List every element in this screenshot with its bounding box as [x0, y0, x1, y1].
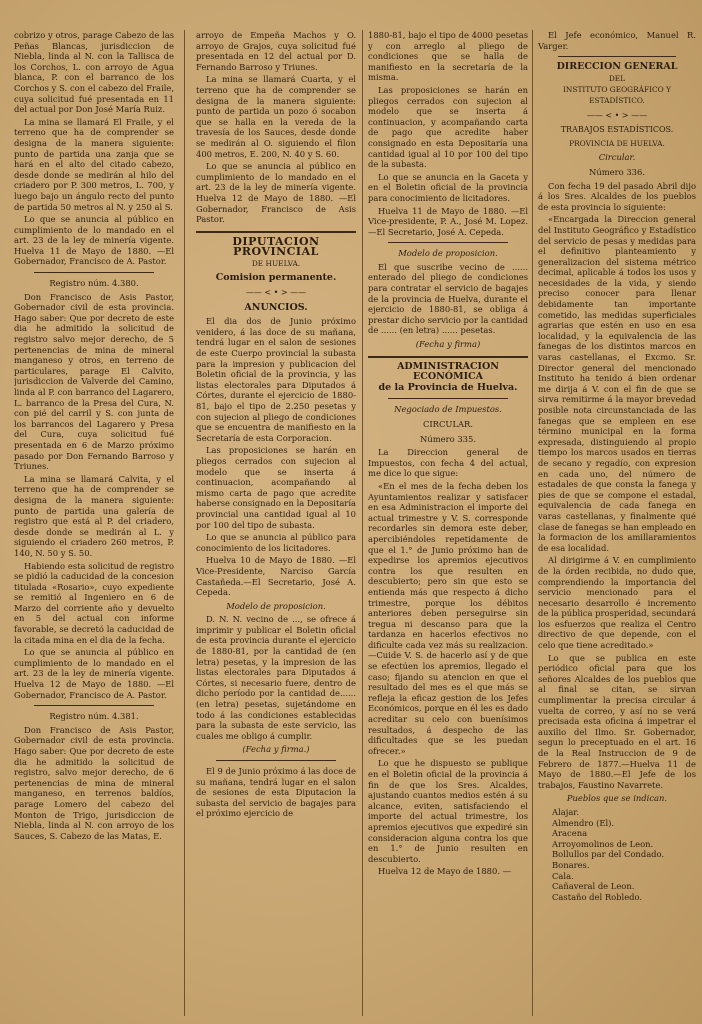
- paragraph: Huelva 10 de Mayo de 1880. —El Vice-Presidente, Narciso García Castañeda.—El Secretario, José A. Cepeda.: [196, 555, 356, 598]
- column-2: [196, 30, 356, 1016]
- paragraph: Lo que se anuncia al público en cumplimiento de lo mandado en el art. 23 de la ley de minería vigente. Huelva 11 de Mayo de 1880. —El Gobernador, Francisco de A. Pastor.: [14, 214, 174, 267]
- column-4: [538, 30, 696, 1016]
- paragraph: La mina se llamará Cuarta, y el terreno que ha de comprender se designa de la manera siguiente: punto de partida un pozo ó socabon que se halla en la vereda de la travesía de los Sauces, desde donde se medirán al O. siguiendo el filon 400 metros, E. 200, N. 40 y S. 60.: [196, 74, 356, 159]
- fecha-firma: (Fecha y firma.): [242, 744, 310, 755]
- paragraph: La Direccion general de Impuestos, con fecha 4 del actual, me dice lo que sigue:: [368, 447, 528, 479]
- list-item: Cala.: [552, 870, 574, 881]
- paragraph: Con fecha 19 del pasado Abril dijo á los Sres. Alcaldes de los pueblos de esta provincia lo siguiente:: [538, 180, 696, 212]
- divider: [388, 242, 508, 243]
- column-rule: [362, 30, 363, 1016]
- column-rule: [532, 30, 533, 1016]
- circular-heading: CIRCULAR.: [422, 419, 474, 429]
- negociado-heading: Negociado de Impuestos.: [394, 404, 502, 415]
- paragraph: Huelva 11 de Mayo de 1880. —El Vice-presidente, P. A., José M. Lopez.—El Secretario, José A. Cepeda.: [368, 205, 528, 237]
- paragraph: Don Francisco de Asis Pastor, Gobernador civil de esta provincia. Hago saber: Que por decreto de este dia he admitido la solicitud de registro, salvo mejor derecho, de 6 pertenencias de mina de mineral manganeso, en terrenos baldíos, parage Lomero del cabezo del Monton de Trigo, jurisdiccion de Niebla, linda al N. con arroyo de los Sauces, S. Cabezo de las Matas, E.: [14, 724, 174, 841]
- list-item: Alajar.: [552, 806, 580, 817]
- column-1: [14, 30, 174, 1016]
- divider: [34, 705, 154, 706]
- divider: [34, 272, 154, 273]
- paragraph: Lo que he dispuesto se publique en el Boletin oficial de la provincia á fin de que los Sres. Alcaldes, ajustando cuantos medios estén á su alcance, eviten, satisfaciendo el importe del actual trimestre, los apremios ejecutivos que expediré sin consideracion alguna contra los que en 1.° de Junio resulten en descubierto.: [368, 758, 528, 864]
- paragraph: Lo que se anuncia al público para conocimiento de los licitadores.: [196, 532, 356, 553]
- provincia-heading: PROVINCIA DE HUELVA.: [569, 138, 665, 148]
- pueblos-heading: Pueblos que se indican.: [566, 793, 668, 804]
- direccion-title: DIRECCION GENERAL: [556, 61, 678, 73]
- paragraph: «En el mes de la fecha deben los Ayuntamientos realizar y satisfacer en esa Administracion el importe del actual trimestre y V. S. corresponde recordarles sin demora este deber, apercibiéndoles repetidamente de que el 1.° de Junio próximo han de expedirse los apremios ejecutivos contra los que resulten en descubierto; pero sin que esto se entienda más que respecto á dicho trimestre, porque los débitos anteriores deben perseguirse sin tregua ni descanso para que la tardanza en hacerlos efectivos no dificulte cada vez más su realizacion.—Cuide V. S. de hacerlo así y de que se efectúen los apremios, llegado el caso; fijando su atencion en que el resultado del mes es el que más se refleja la eficaz gestion de los Jefes Económicos, porque en él les es dado acreditar su celo con buenísimos resultados, á despecho de las dificultades que se les puedan ofrecer.»: [368, 480, 528, 756]
- divider: [558, 56, 676, 57]
- divider: [388, 398, 508, 399]
- paragraph: Lo que se anuncia en la Gaceta y en el Boletin oficial de la provincia para conocimiento de licitadores.: [368, 171, 528, 203]
- list-item: Bollullos par del Condado.: [552, 849, 665, 860]
- list-item: Cañaveral de Leon.: [552, 881, 635, 892]
- paragraph: D. N. N. vecino de ..., se ofrece á imprimir y publicar el Boletin oficial de esta provincia durante el ejercicio de 1880-81, por la cantidad de (en letra) pesetas, y la impresion de las listas electorales para Diputados á Córtes, si necesario fuere, dentro de dicho período por la cantidad de...... (en letra) pesetas, sujetándome en todo á las condiciones establecidas para la subasta de este servicio, las cuales me obligo á cumplir.: [196, 614, 356, 741]
- paragraph: El dia dos de Junio próximo venidero, á las doce de su mañana, tendrá lugar en el salon de sesiones de este Cuerpo provincial la subasta para la impresion y publicacion del Boletin oficial de la provincia, y las listas electorales para Diputados á Córtes, durante el ejercicio de 1880-81, bajo el tipo de 2.250 pesetas y con sujecion al pliego de condiciones que se encuentra de manifiesto en la Secretaría de esta Corporacion.: [196, 316, 356, 443]
- paragraph: El que suscribe vecino de ...... enterado del pliego de condiciones para contratar el servicio de bagajes de la provincia de Huelva, durante el ejercicio de 1880-81, se obliga á prestar dicho servicio por la cantidad de ...... (en letra) ...... pesetas.: [368, 261, 528, 336]
- instituto-title: INSTITUTO GEOGRÁFICO Y ESTADÍSTICO.: [563, 85, 671, 105]
- numero-heading: Número 335.: [420, 433, 476, 444]
- paragraph: Lo que se anuncia al público en cumplimiento de lo mandado en el art. 23 de la ley de minería vigente. Huelva 12 de Mayo de 1880. —El Gobernador, Francisco de Asis Pastor.: [196, 161, 356, 225]
- paragraph: La mina se llamará El Fraile, y el terreno que ha de comprender se designa de la manera siguiente: punto de partida una zanja que se hará en el alto del citado cabezo, desde donde se medirán al hilo del criadero por P. 300 metros, L. 700, y luego bajo un ángulo recto del punto de partida 50 metros al N. y 250 al S.: [14, 116, 174, 212]
- list-item: Bonares.: [552, 859, 590, 870]
- paragraph: La mina se llamará Calvita, y el terreno que ha de comprender se designa de la manera siguiente: punto de partida una galería de registro que está al P. del criadero, desde donde se medirán al L. y siguiendo el criadero 260 metros, P. 140, N. 50 y S. 50.: [14, 473, 174, 558]
- paragraph: cobrizo y otros, parage Cabezo de las Peñas Blancas, jurisdiccion de Niebla, linda al N. con la Tallisca de los Corchos, L. con arroyo de Agua blanca, P. con el barranco de los Corchos y S. con el cabezo del Fraile, cuya solicitud fué presentada en 11 del actual por Don José María Ruiz.: [14, 30, 174, 115]
- comision-heading: Comision permanente.: [215, 272, 337, 284]
- ornament: —— < • > ——: [586, 110, 648, 120]
- paragraph: 1880-81, bajo el tipo de 4000 pesetas y con arreglo al pliego de condiciones que se halla de manifiesto en la secretaría de la misma.: [368, 30, 528, 83]
- ornament: —— < • > ——: [245, 288, 307, 298]
- paragraph: El Jefe económico, Manuel R. Varger.: [538, 30, 696, 51]
- section-rule: [196, 231, 356, 233]
- paragraph: «Encargada la Direccion general del Instituto Geográfico y Estadístico del servicio de pesas y medidas para el definitivo planteamiento y generalizacion del sistema métrico decimal, aplicable á todos los usos y necesidades de la vida, y siendo preciso conocer para llenar debidamente tan importante cometido, las medidas superficiales agrarias que estén en uso en esa localidad, y la equivalencia de las fanegas de los distintos marcos en varas castellanas, el Excmo. Sr. Director general del mencionado Instituto ha tenido á bien ordenar me dirija á V. con el fin de que se sirva remitirme á la mayor brevedad posible nota circunstanciada de las fanegas que se empleen en ese término municipal en la forma expresada, distinguiendo al propio tiempo los marcos usados en tierras de secano y regadío, con expresion en cada uno, del número de estadales de que consta la fanega y pies de que se compone el estadal, equivalencia de cada fanega en varas castellanas, y finalmente qué clase de fanegas se han empleado en la formacion de los amillaramientos de esa localidad.: [538, 214, 696, 553]
- paragraph: Las proposiciones se harán en pliegos cerrados con sujecion al modelo que se inserta á continuacion, y acompañando carta de pago que acredite haber consignado en esta Depositaría una cantidad igual al 10 por 100 del tipo de la subasta.: [368, 84, 528, 170]
- paragraph: Habiendo esta solicitud de registro se pidió la caducidad de la concesion titulada «Rosario», cuyo expediente se remitió al Ingeniero en 6 de Marzo del corriente año y devuelto en 5 del actual con informe favorable, se decretó la caducidad de la citada mina en el dia de la fecha.: [14, 560, 174, 645]
- list-item: Almendro (El).: [552, 817, 615, 828]
- direccion-del: DEL: [608, 73, 626, 83]
- paragraph: Huelva 12 de Mayo de 1880. —: [378, 866, 512, 877]
- modelo-heading: Modelo de proposicion.: [226, 600, 326, 611]
- paragraph: Lo que se publica en este periódico oficial para que los señores Alcaldes de los pueblos que al final se citan, se sirvan cumplimentar la precisa circular á vuelta de correo, y así no se verá precisada esta oficina á impetrar el auxilio del Ilmo. Sr. Gobernador, segun lo preceptuado en el art. 16 de la Real Instruccion de 9 de Febrero de 1877.—Huelva 11 de Mayo de 1880.—El Jefe de los trabajos, Faustino Navarrete.: [538, 652, 696, 790]
- circular-heading: Circular.: [598, 152, 636, 163]
- administracion-title: ADMINISTRACION ECONÓMICA: [397, 360, 499, 383]
- list-item: Castaño del Robledo.: [552, 891, 643, 902]
- registro-title: Registro núm. 4.380.: [49, 278, 139, 289]
- anuncios-heading: ANUNCIOS.: [244, 301, 308, 313]
- fecha-firma: (Fecha y firma): [415, 339, 481, 350]
- paragraph: Don Francisco de Asis Pastor, Gobernador civil de esta provincia. Hago saber: Que por decreto de este dia he admitido la solicitud de registro salvo mejor derecho, de 5 pertenencias de mina de mineral manganeso y otros, en terreno de particulares, parage El Calvito, jurisdiccion de Valverde del Camino, linda al P. con barranco del Lagarero, L. barranco de la Presa del Cura, N. con pié del carril y S. con junta de los barrancos del Lagarero y Presa del Cura, cuya solicitud fué presentada en 6 de Marzo próximo pasado por Don Fernando Barroso y Triunes.: [14, 291, 174, 472]
- administracion-subtitle: de la Provincia de Huelva.: [378, 381, 518, 393]
- paragraph: arroyo de Empeña Machos y O. arroyo de Grajos, cuya solicitud fué presentada en 12 del actual por D. Fernando Barroso y Triunes.: [196, 30, 356, 72]
- column-3: [368, 30, 528, 1016]
- registro-title: Registro núm. 4.381.: [49, 711, 139, 722]
- modelo-heading: Modelo de proposicion.: [398, 248, 498, 259]
- paragraph: Las proposiciones se harán en pliegos cerrados con sujecion al modelo que se inserta á continuacion, acompañando al mismo carta de pago que acredite haberse consignado en la Depositaría provincial una cantidad igual al 10 por 100 del tipo de subasta.: [196, 445, 356, 530]
- divider: [216, 760, 336, 761]
- paragraph: El 9 de Junio próximo á las doce de su mañana, tendrá lugar en el salon de sesiones de esta Diputacion la subasta del servicio de bagajes para el próximo ejercicio de: [196, 766, 356, 819]
- diputacion-title: DIPUTACION PROVINCIAL: [232, 234, 320, 259]
- column-rule: [184, 30, 185, 1016]
- diputacion-subtitle: DE HUELVA.: [251, 258, 301, 268]
- paragraph: Lo que se anuncia al público en cumplimiento de lo mandado en el art. 23 de la ley de minería vigente. Huelva 12 de Mayo de 1880. —El Gobernador, Francisco de A. Pastor.: [14, 647, 174, 700]
- list-item: Aracena: [552, 828, 588, 839]
- section-rule: [368, 356, 528, 358]
- paragraph: Al dirigirme á V. en cumplimiento de la órden recibida, no dudo que, comprendiendo la importancia del servicio mencionado para el necesario desarrollo é incremento de la pública prosperidad, secundará los esfuerzos que realiza el Centro directivo de que depende, con el celo que tiene acreditado.»: [538, 555, 696, 651]
- numero-heading: Número 336.: [589, 166, 645, 177]
- pueblos-list: [552, 807, 696, 902]
- list-item: Arroyomolinos de Leon.: [552, 838, 654, 849]
- trabajos-heading: TRABAJOS ESTADÍSTICOS.: [560, 125, 674, 135]
